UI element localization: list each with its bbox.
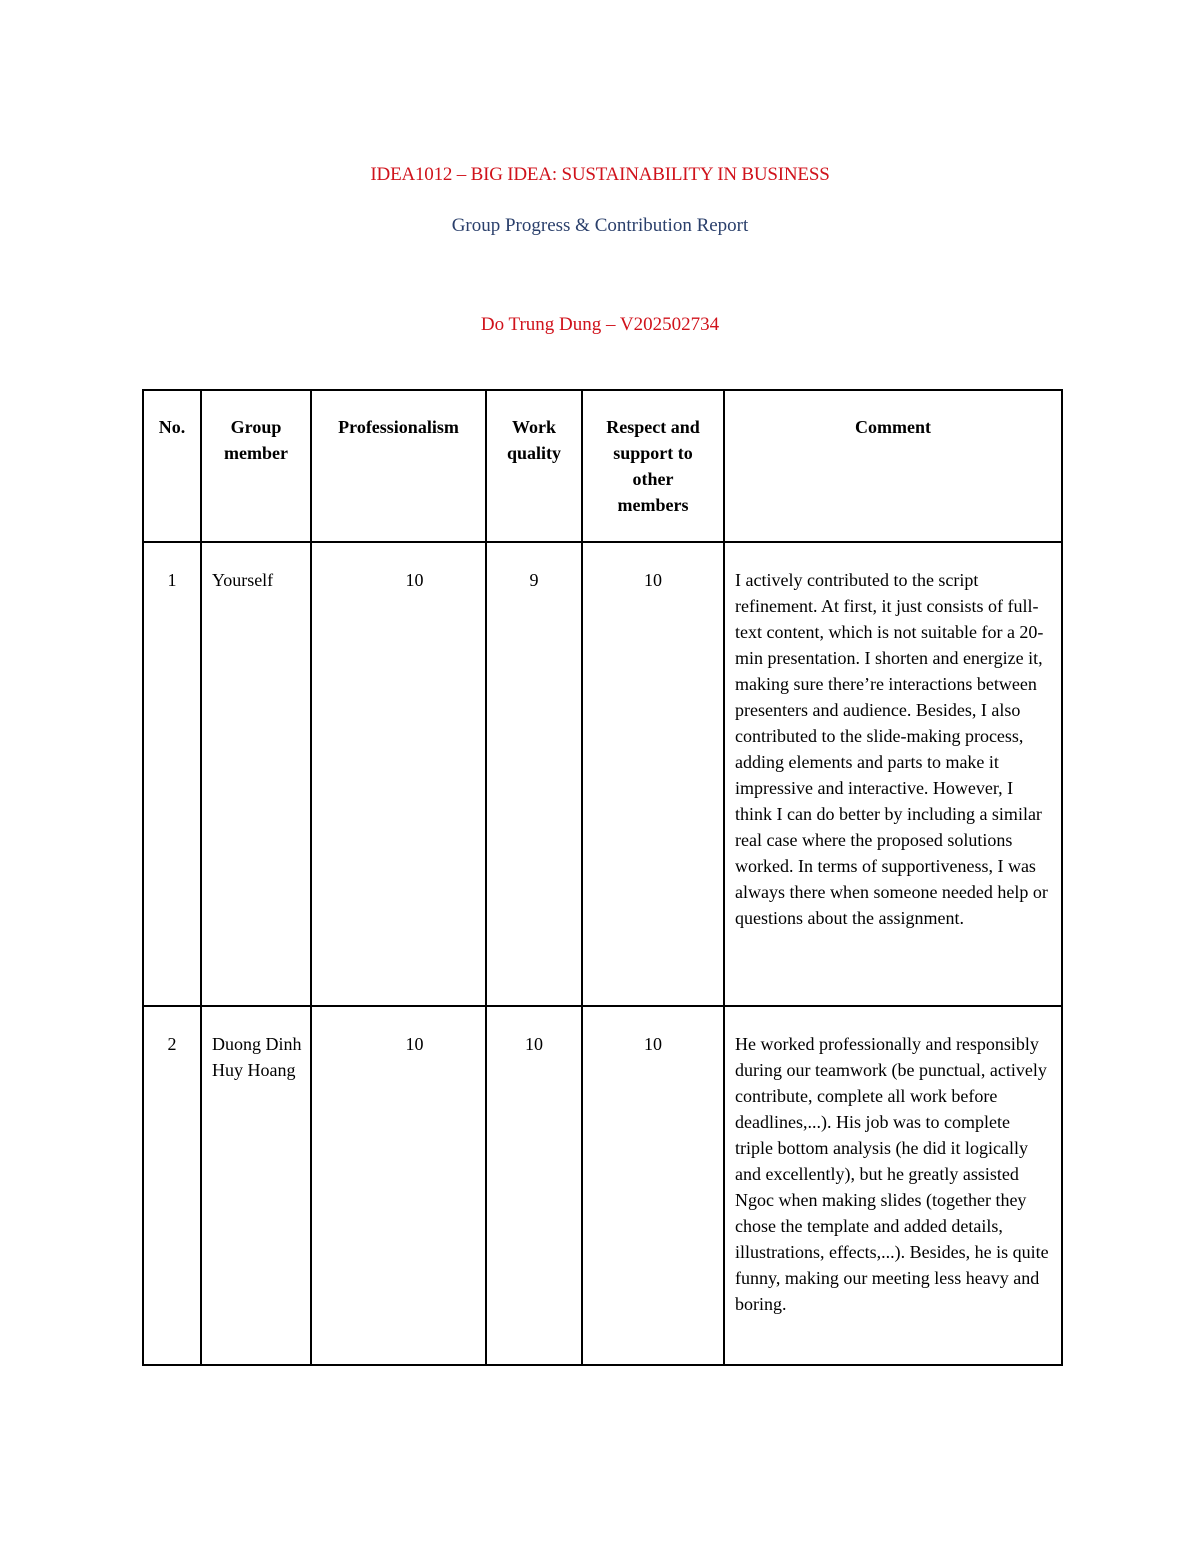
row-number: 2 [143, 1006, 201, 1365]
table-header-row [143, 390, 1062, 542]
header-professionalism: Professionalism [311, 390, 486, 542]
work-quality-score: 9 [486, 542, 582, 1006]
respect-score: 10 [582, 1006, 724, 1365]
group-member-name: Duong Dinh Huy Hoang [201, 1006, 311, 1365]
author-line: Do Trung Dung – V202502734 [480, 314, 720, 335]
header-no: No. [143, 390, 201, 542]
table-row [143, 542, 1062, 1006]
header-respect-support: Respect and support to other members [582, 390, 724, 542]
contribution-table [142, 389, 1063, 1366]
group-member-name: Yourself [201, 542, 311, 1006]
document-subtitle: Group Progress & Contribution Report [451, 215, 749, 236]
row-number: 1 [143, 542, 201, 1006]
professionalism-score: 10 [311, 1006, 486, 1365]
table-row [143, 1006, 1062, 1365]
comment-text: He worked professionally and responsibly during our teamwork (be punctual, actively contribute, complete all work before deadlines,...). His job was to complete triple bottom analysis (he did it logically and excellently), but he greatly assisted Ngoc when making slides (together they chose the template and added details, illustrations, effects,...). Besides, he is quite funny, making our meeting less heavy and boring. [724, 1006, 1062, 1365]
comment-text: I actively contributed to the script refinement. At first, it just consists of full-text content, which is not suitable for a 20-min presentation. I shorten and energize it, making sure there’re interactions between presenters and audience. Besides, I also contributed to the slide-making process, adding elements and parts to make it impressive and interactive. However, I think I can do better by including a similar real case where the proposed solutions worked. In terms of supportiveness, I was always there when someone needed help or questions about the assignment. [724, 542, 1062, 1006]
header-group-member: Group member [201, 390, 311, 542]
work-quality-score: 10 [486, 1006, 582, 1365]
document-title: IDEA1012 – BIG IDEA: SUSTAINABILITY IN BUSINESS [370, 164, 830, 185]
header-work-quality: Work quality [486, 390, 582, 542]
respect-score: 10 [582, 542, 724, 1006]
header-comment: Comment [724, 390, 1062, 542]
professionalism-score: 10 [311, 542, 486, 1006]
